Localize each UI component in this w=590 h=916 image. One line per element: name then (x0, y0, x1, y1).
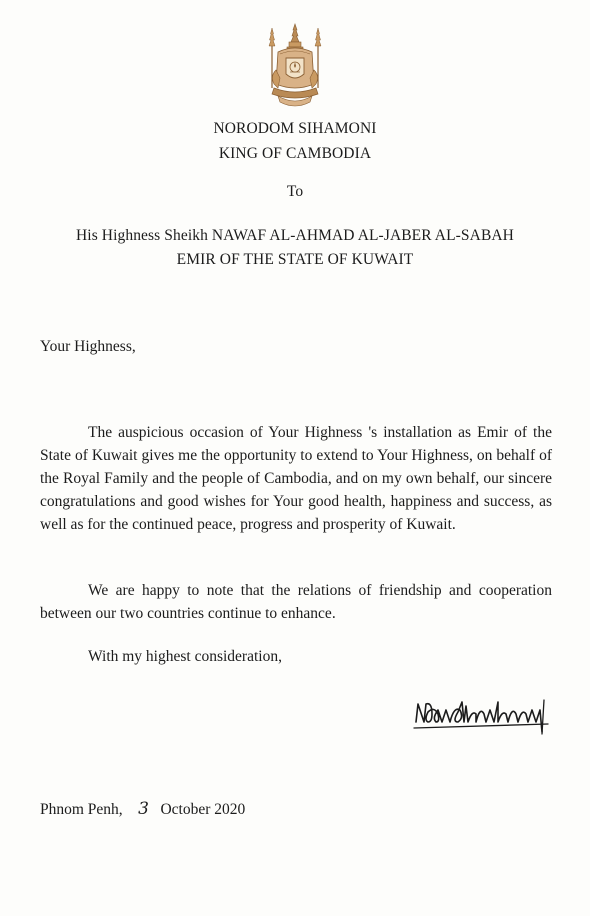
royal-coat-of-arms-icon (262, 22, 328, 112)
body-paragraph-2: We are happy to note that the relations of friendship and cooperation between our two countries continue to enhance. (40, 582, 552, 622)
recipient-name: His Highness Sheikh NAWAF AL-AHMAD AL-JABER AL-SABAH (76, 227, 514, 244)
sender-title: KING OF CAMBODIA (218, 145, 372, 162)
handwritten-day: 3 (138, 799, 149, 819)
body-paragraph-1: The auspicious occasion of Your Highness 's installation as Emir of the State of Kuwait gives me the opportunity to extend to Your Highness, on behalf of the Royal Family and the people of Cambodia, and on my own behalf, our sincere congratulations and good wishes for Your good health, happiness and success, as well as for the continued peace, progress and prosperity of Kuwait. (40, 424, 552, 533)
salutation: Your Highness, (40, 338, 136, 355)
place: Phnom Penh, (40, 801, 123, 818)
recipient-title: EMIR OF THE STATE OF KUWAIT (176, 251, 414, 268)
to-label: To (286, 183, 304, 200)
handwritten-signature (410, 692, 560, 738)
closing: With my highest consideration, (88, 648, 282, 665)
sender-name: NORODOM SIHAMONI (213, 120, 377, 137)
date-line (40, 799, 245, 819)
month-year: October 2020 (160, 801, 246, 818)
